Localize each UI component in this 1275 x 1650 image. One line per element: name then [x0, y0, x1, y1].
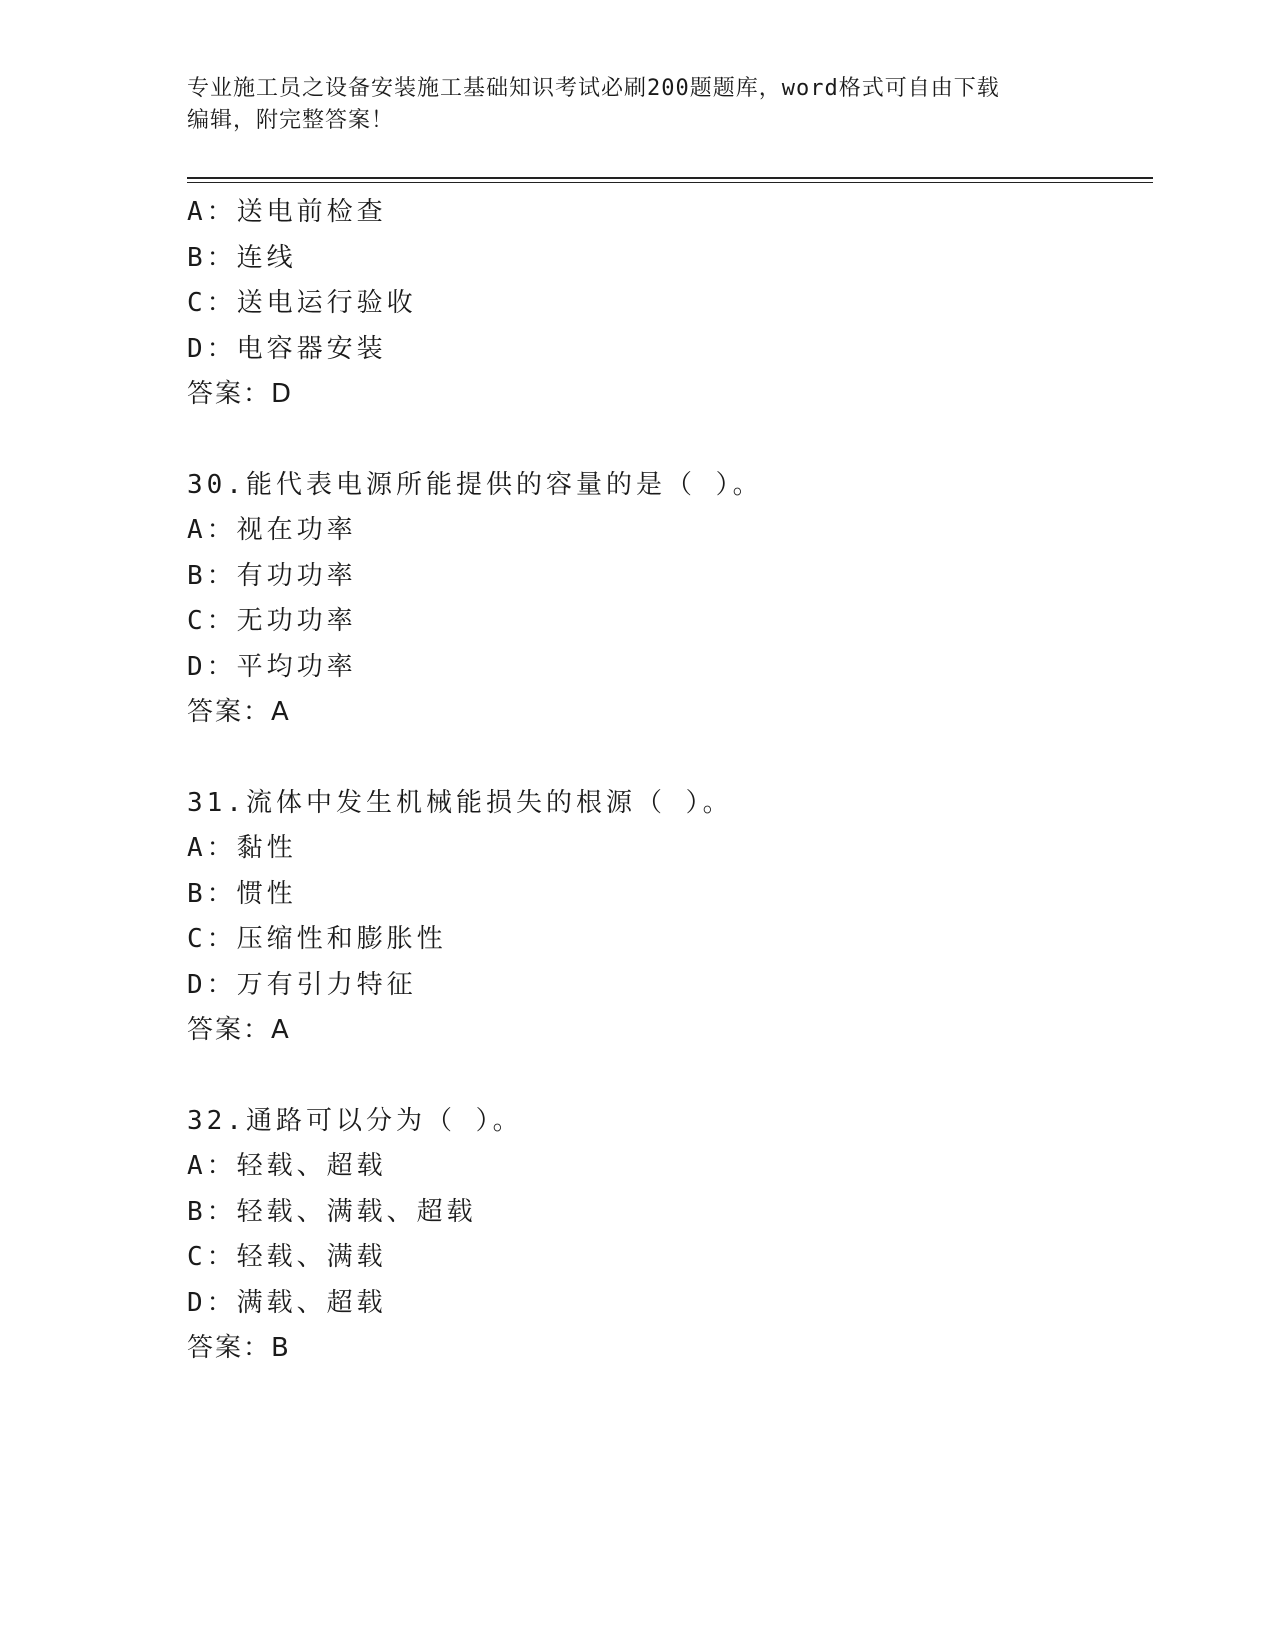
- option-b: B：轻载、满载、超载: [187, 1196, 477, 1227]
- answer-line: 答案：A: [187, 697, 291, 727]
- answer-line: 答案：B: [187, 1333, 291, 1363]
- answer-line: 答案：D: [187, 379, 294, 409]
- header-line-2: 编辑，附完整答案！: [187, 108, 395, 133]
- option-a: A：轻载、超载: [187, 1151, 387, 1181]
- option-a: A：黏性: [187, 833, 297, 863]
- answer-line: 答案：A: [187, 1015, 291, 1045]
- header-rule-thick: [187, 177, 1153, 179]
- option-d: D：万有引力特征: [187, 969, 417, 1000]
- question-block-31: [187, 781, 1147, 1054]
- document-header: [187, 73, 1087, 137]
- question-block-32: [187, 1099, 1147, 1372]
- option-b: B：惯性: [187, 878, 297, 909]
- header-rule-thin: [187, 182, 1153, 183]
- option-d: D：满载、超载: [187, 1287, 387, 1318]
- option-a: A：视在功率: [187, 515, 357, 545]
- question-text: 31.流体中发生机械能损失的根源（ ）。: [187, 787, 733, 818]
- option-b: B：有功功率: [187, 560, 357, 591]
- option-c: C：轻载、满载: [187, 1242, 387, 1272]
- option-d: D：电容器安装: [187, 333, 387, 364]
- option-c: C：无功功率: [187, 606, 357, 636]
- question-text: 32.通路可以分为（ ）。: [187, 1105, 523, 1136]
- header-line-1: 专业施工员之设备安装施工基础知识考试必刷200题题库，word格式可自由下载: [187, 76, 1000, 101]
- option-b: B：连线: [187, 242, 297, 273]
- question-block-29: [187, 190, 1147, 418]
- question-block-30: [187, 463, 1147, 736]
- questions-content: [187, 190, 1147, 1372]
- option-c: C：压缩性和膨胀性: [187, 924, 447, 954]
- option-a: A：送电前检查: [187, 197, 387, 227]
- option-c: C：送电运行验收: [187, 288, 417, 318]
- option-d: D：平均功率: [187, 651, 357, 682]
- question-text: 30.能代表电源所能提供的容量的是（ ）。: [187, 469, 763, 500]
